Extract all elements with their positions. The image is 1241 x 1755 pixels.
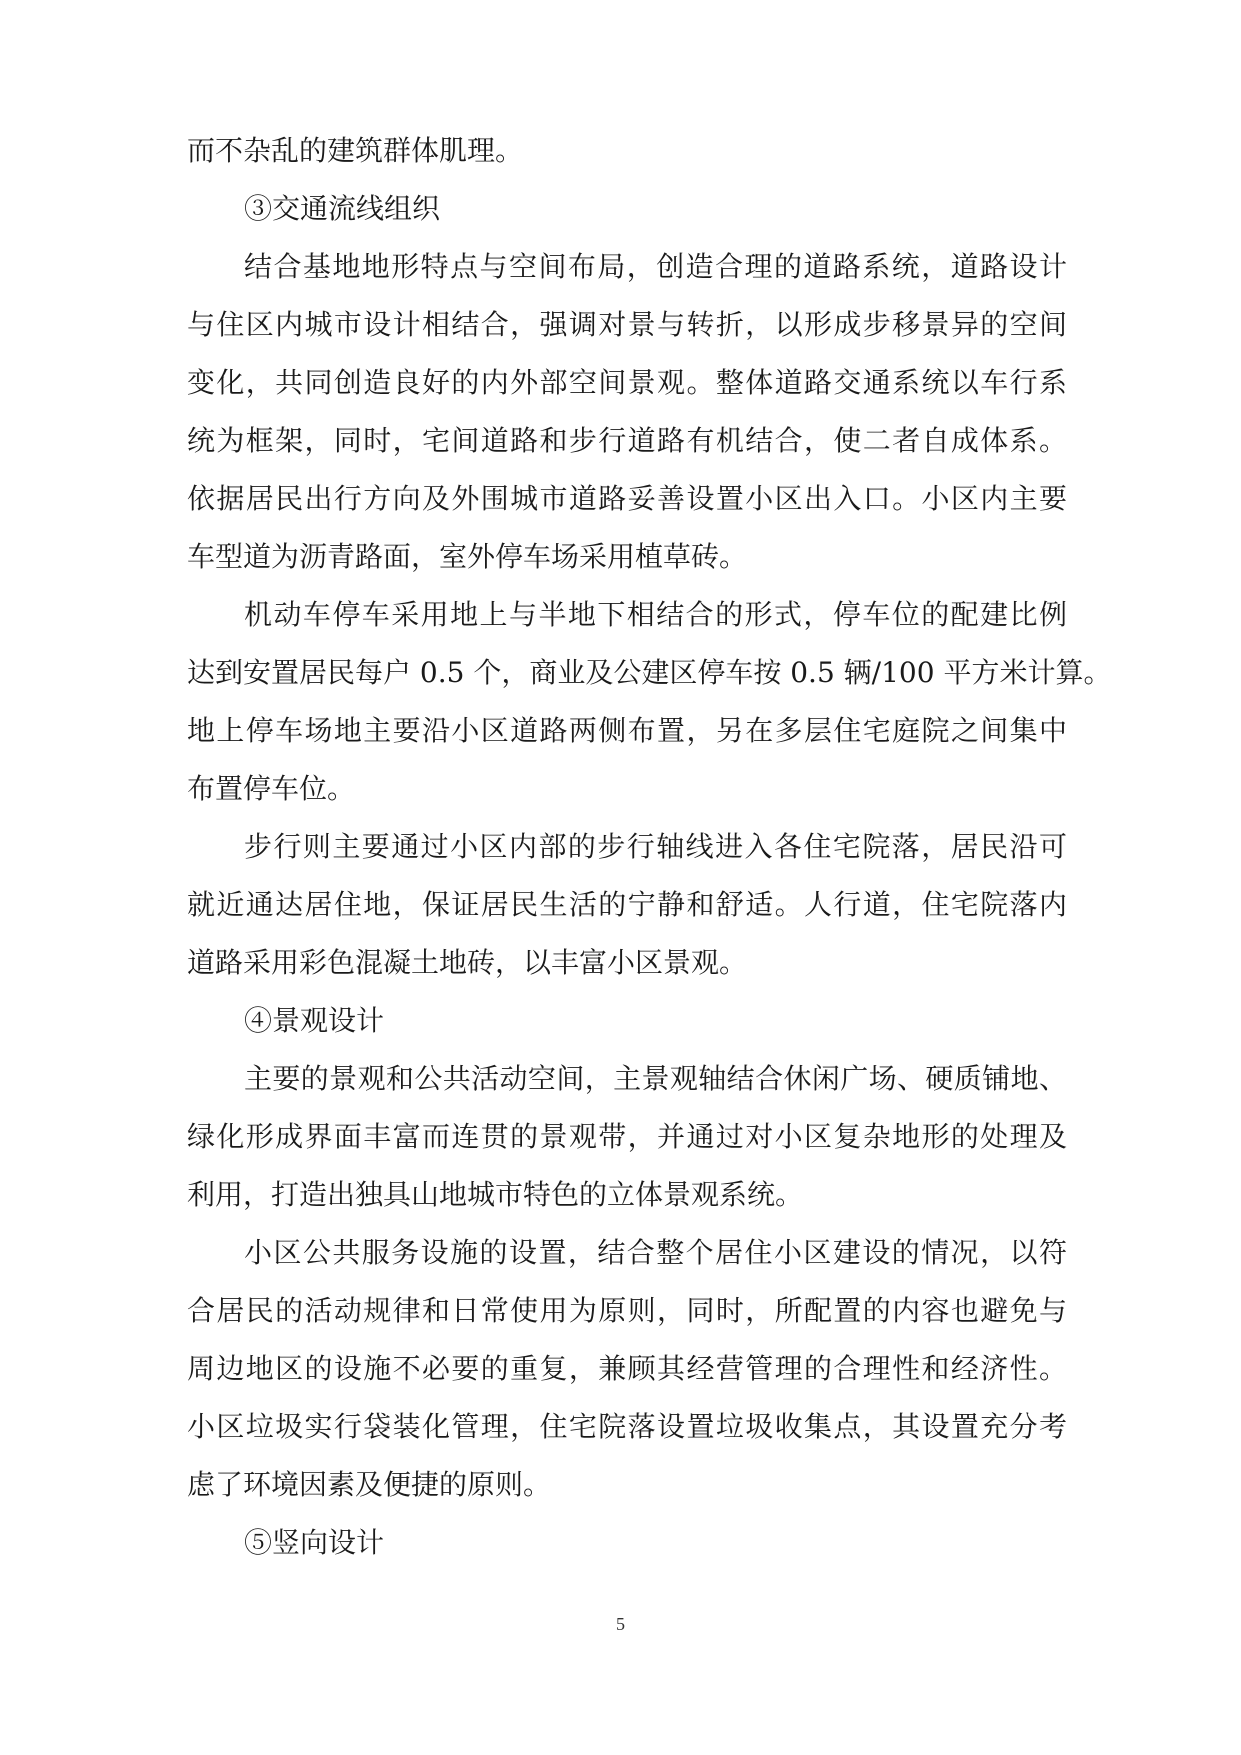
paragraph-line: 步行则主要通过小区内部的步行轴线进入各住宅院落，居民沿可 <box>244 830 1067 863</box>
paragraph-line: 周边地区的设施不必要的重复，兼顾其经营管理的合理性和经济性。 <box>187 1352 1067 1385</box>
paragraph-line: 变化，共同创造良好的内外部空间景观。整体道路交通系统以车行系 <box>187 366 1067 399</box>
paragraph-line: 依据居民出行方向及外围城市道路妥善设置小区出入口。小区内主要 <box>187 482 1067 515</box>
paragraph-line: 车型道为沥青路面，室外停车场采用植草砖。 <box>187 540 748 573</box>
paragraph-line: 合居民的活动规律和日常使用为原则，同时，所配置的内容也避免与 <box>187 1294 1067 1327</box>
paragraph-line: 地上停车场地主要沿小区道路两侧布置，另在多层住宅庭院之间集中 <box>187 714 1067 747</box>
paragraph-line: 道路采用彩色混凝土地砖，以丰富小区景观。 <box>187 946 748 979</box>
page-number: 5 <box>616 1614 625 1634</box>
paragraph-line: 绿化形成界面丰富而连贯的景观带，并通过对小区复杂地形的处理及 <box>187 1120 1067 1153</box>
paragraph-line: 主要的景观和公共活动空间，主景观轴结合休闲广场、硬质铺地、 <box>244 1062 1067 1095</box>
paragraph-line: 机动车停车采用地上与半地下相结合的形式，停车位的配建比例 <box>244 598 1067 631</box>
paragraph-line: 与住区内城市设计相结合，强调对景与转折，以形成步移景异的空间 <box>187 308 1067 341</box>
paragraph-line: 统为框架，同时，宅间道路和步行道路有机结合，使二者自成体系。 <box>187 424 1067 457</box>
section-heading-vertical: ⑤竖向设计 <box>244 1526 385 1559</box>
section-heading-traffic: ③交通流线组织 <box>244 192 441 225</box>
paragraph-line: 结合基地地形特点与空间布局，创造合理的道路系统，道路设计 <box>244 250 1067 283</box>
paragraph-line: 利用，打造出独具山地城市特色的立体景观系统。 <box>187 1178 804 1211</box>
paragraph-line: 就近通达居住地，保证居民生活的宁静和舒适。人行道，住宅院落内 <box>187 888 1067 921</box>
paragraph-line: 小区垃圾实行袋装化管理，住宅院落设置垃圾收集点，其设置充分考 <box>187 1410 1067 1443</box>
section-heading-landscape: ④景观设计 <box>244 1004 385 1037</box>
paragraph-line: 达到安置居民每户 0.5 个，商业及公建区停车按 0.5 辆/100 平方米计算。 <box>187 656 1112 689</box>
paragraph-line: 虑了环境因素及便捷的原则。 <box>187 1468 552 1501</box>
paragraph-line: 布置停车位。 <box>187 772 356 805</box>
paragraph-line: 小区公共服务设施的设置，结合整个居住小区建设的情况，以符 <box>244 1236 1067 1269</box>
paragraph-line: 而不杂乱的建筑群体肌理。 <box>187 134 524 167</box>
